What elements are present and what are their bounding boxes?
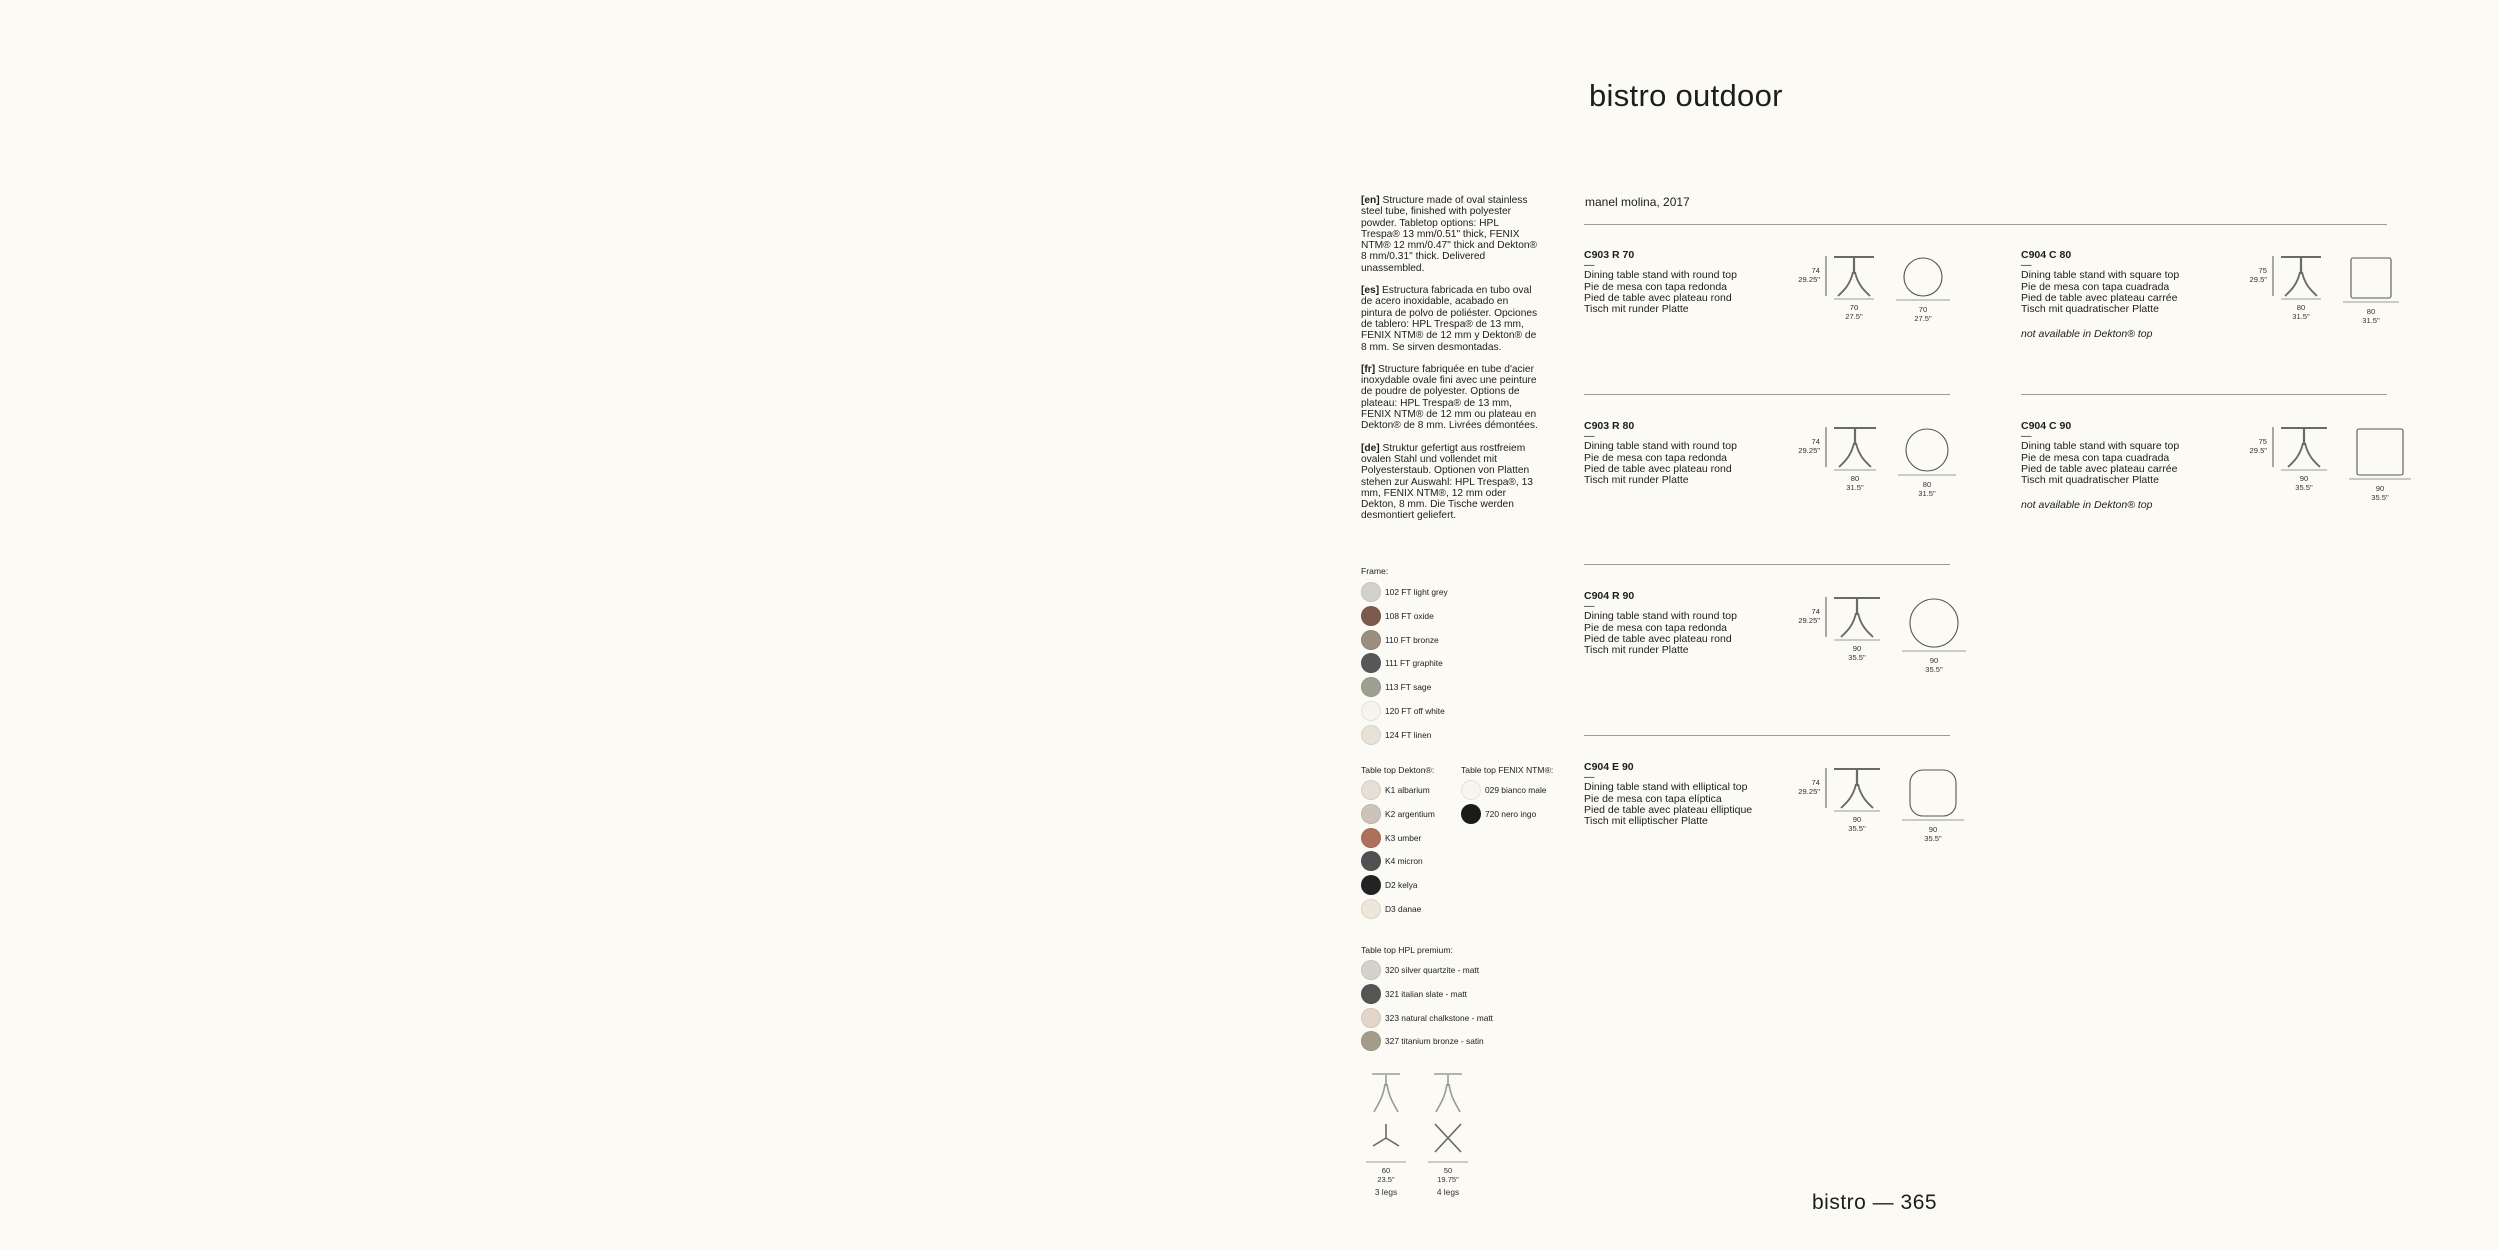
swatch-label: D3 danae bbox=[1385, 904, 1422, 914]
product-dash: — bbox=[1584, 771, 1595, 784]
round-top-icon bbox=[1902, 256, 1944, 302]
color-chip bbox=[1361, 653, 1381, 673]
product-code: C904 E 90 bbox=[1584, 761, 1634, 773]
color-chip bbox=[1361, 701, 1381, 721]
product-description: Dining table stand with round top bbox=[1584, 610, 1737, 623]
availability-note: not available in Dekton® top bbox=[2021, 328, 2153, 341]
color-chip bbox=[1361, 1031, 1381, 1051]
product-code: C903 R 70 bbox=[1584, 249, 1635, 261]
product-code: C903 R 80 bbox=[1584, 420, 1635, 432]
product-description: Pied de table avec plateau rond bbox=[1584, 632, 1732, 645]
swatch-frame bbox=[1361, 701, 1445, 721]
product-description: Pied de table avec plateau carrée bbox=[2021, 462, 2178, 475]
elliptical-top-icon bbox=[1908, 768, 1958, 822]
swatch-label: K3 umber bbox=[1385, 832, 1422, 843]
round-top-icon bbox=[1904, 427, 1950, 477]
product-description: Pied de table avec plateau rond bbox=[1584, 291, 1732, 304]
swatch-fenix bbox=[1461, 780, 1546, 800]
product-description: Pied de table avec plateau carrée bbox=[2021, 291, 2178, 304]
product-entry bbox=[2021, 421, 2221, 512]
swatch-dekton bbox=[1361, 780, 1430, 800]
top-dimension: 70 27.5" bbox=[1914, 305, 1932, 323]
product-dash: — bbox=[2021, 430, 2032, 443]
row-divider bbox=[1584, 564, 1950, 565]
color-chip bbox=[1361, 899, 1381, 919]
base-legs-label: 3 legs bbox=[1374, 1187, 1398, 1197]
swatch-dekton bbox=[1361, 804, 1435, 824]
base-dimension: 60 23.5" bbox=[1377, 1166, 1395, 1184]
color-chip bbox=[1361, 828, 1381, 848]
swatch-hpl bbox=[1361, 960, 1479, 980]
description-en: [en] Structure made of oval stainless steel tube, finished with polyester powder. Tabletop options: HPL Trespa® 13 mm/0.51" thick, FENIX NTM® 12 mm/0.47" thick and Dekton® 8 mm/0.31" thick. Delivered unassembled. bbox=[1361, 195, 1538, 274]
swatch-frame bbox=[1361, 725, 1431, 745]
swatch-frame bbox=[1361, 677, 1431, 697]
header-divider bbox=[1584, 224, 2387, 225]
color-chip bbox=[1361, 984, 1381, 1004]
swatch-label: 327 titanium bronze - satin bbox=[1385, 1036, 1484, 1047]
color-chip bbox=[1361, 725, 1381, 745]
swatch-frame bbox=[1361, 582, 1448, 602]
product-description: Pie de mesa con tapa cuadrada bbox=[2021, 280, 2170, 293]
description-block bbox=[1361, 195, 1539, 522]
product-description: Dining table stand with elliptical top bbox=[1584, 781, 1748, 794]
color-chip bbox=[1361, 960, 1381, 980]
color-chip bbox=[1461, 804, 1481, 824]
color-chip bbox=[1461, 780, 1481, 800]
three-leg-base-icon bbox=[1368, 1072, 1404, 1172]
swatch-dekton bbox=[1361, 828, 1421, 848]
color-chip bbox=[1361, 804, 1381, 824]
product-description: Pied de table avec plateau elliptique bbox=[1584, 803, 1753, 816]
color-chip bbox=[1361, 606, 1381, 626]
side-dimension: 90 35.5" bbox=[1848, 815, 1866, 833]
product-description: Tisch mit runder Platte bbox=[1584, 644, 1689, 657]
product-description: Pied de table avec plateau rond bbox=[1584, 462, 1732, 475]
square-top-icon bbox=[2355, 427, 2405, 481]
table-stand-side-icon bbox=[1824, 768, 1890, 818]
page-title: bistro outdoor bbox=[1589, 78, 1783, 113]
swatch-fenix bbox=[1461, 804, 1536, 824]
product-dash: — bbox=[1584, 259, 1595, 272]
product-description: Tisch mit quadratischer Platte bbox=[2021, 303, 2159, 316]
product-code: C904 R 90 bbox=[1584, 590, 1635, 602]
page-footer: bistro — 365 bbox=[1812, 1191, 1938, 1214]
swatch-label: 720 nero ingo bbox=[1485, 808, 1537, 819]
product-description: Pie de mesa con tapa elíptica bbox=[1584, 792, 1722, 805]
product-code: C904 C 80 bbox=[2021, 249, 2072, 261]
product-entry bbox=[1584, 591, 1784, 656]
product-description: Dining table stand with square top bbox=[2021, 269, 2180, 282]
swatch-label: 120 FT off white bbox=[1385, 706, 1445, 716]
top-dimension: 90 35.5" bbox=[2371, 484, 2389, 502]
four-leg-base-icon bbox=[1430, 1072, 1466, 1172]
product-entry bbox=[2021, 250, 2221, 341]
fenix-label: Table top FENIX NTM®: bbox=[1461, 765, 1554, 775]
swatch-frame bbox=[1361, 606, 1434, 626]
designer-credit: manel molina, 2017 bbox=[1585, 195, 1690, 209]
swatch-dekton bbox=[1361, 899, 1421, 919]
product-description: Tisch mit runder Platte bbox=[1584, 474, 1689, 487]
product-description: Pie de mesa con tapa redonda bbox=[1584, 621, 1728, 634]
table-stand-side-icon bbox=[1824, 256, 1884, 306]
swatch-label: 102 FT light grey bbox=[1385, 587, 1448, 597]
side-dimension: 80 31.5" bbox=[2292, 303, 2310, 321]
swatch-label: 321 italian slate - matt bbox=[1385, 988, 1467, 999]
dekton-label: Table top Dekton®: bbox=[1361, 765, 1435, 775]
table-stand-side-icon bbox=[1824, 427, 1886, 477]
product-dash: — bbox=[1584, 600, 1595, 613]
product-dash: — bbox=[2021, 259, 2032, 272]
product-description: Dining table stand with round top bbox=[1584, 440, 1737, 453]
product-description: Pie de mesa con tapa cuadrada bbox=[2021, 451, 2170, 464]
table-stand-side-icon bbox=[2271, 427, 2337, 477]
color-chip bbox=[1361, 630, 1381, 650]
product-code: C904 C 90 bbox=[2021, 420, 2072, 432]
swatch-label: K2 argentium bbox=[1385, 808, 1435, 819]
swatch-label: 111 FT graphite bbox=[1385, 658, 1443, 669]
swatch-label: K1 albarium bbox=[1385, 785, 1430, 795]
swatch-label: 108 FT oxide bbox=[1385, 610, 1434, 621]
base-legs-label: 4 legs bbox=[1436, 1187, 1460, 1197]
swatch-hpl bbox=[1361, 1008, 1493, 1028]
product-description: Pie de mesa con tapa redonda bbox=[1584, 280, 1728, 293]
product-description: Tisch mit runder Platte bbox=[1584, 303, 1689, 316]
swatch-label: 029 bianco male bbox=[1485, 785, 1547, 795]
color-chip bbox=[1361, 875, 1381, 895]
description-de: [de] Struktur gefertigt aus rostfreiem ovalen Stahl und vollendet mit Polyesterstaub. Optionen von Platten stehen zur Auswahl: HPL Trespa®, 13 mm, FENIX NTM®, 12 mm oder Dekton, 8 mm. Die Tische werden desmontiert geliefert. bbox=[1361, 442, 1533, 522]
swatch-hpl bbox=[1361, 1031, 1484, 1051]
height-label: 74 29.25" bbox=[1798, 266, 1820, 284]
product-entry bbox=[1584, 421, 1784, 486]
hpl-label: Table top HPL premium: bbox=[1361, 945, 1453, 955]
side-dimension: 90 35.5" bbox=[1848, 644, 1866, 662]
height-label: 75 29.5" bbox=[2249, 437, 2267, 455]
color-chip bbox=[1361, 1008, 1381, 1028]
row-divider bbox=[1584, 735, 1950, 736]
base-dimension: 50 19.75" bbox=[1437, 1166, 1459, 1184]
side-dimension: 90 35.5" bbox=[2295, 474, 2313, 492]
product-description: Tisch mit quadratischer Platte bbox=[2021, 474, 2159, 487]
color-chip bbox=[1361, 780, 1381, 800]
height-label: 74 29.25" bbox=[1798, 778, 1820, 796]
height-label: 74 29.25" bbox=[1798, 607, 1820, 625]
description-es: [es] Estructura fabricada en tubo oval de acero inoxidable, acabado en pintura de polvo de poliéster. Opciones de tablero: HPL Trespa® de 13 mm, FENIX NTM® de 12 mm y Dekton® de 8 mm. Se sirven desmontadas. bbox=[1361, 285, 1538, 353]
square-top-icon bbox=[2349, 256, 2393, 304]
top-dimension: 90 35.5" bbox=[1925, 656, 1943, 674]
color-chip bbox=[1361, 851, 1381, 871]
swatch-hpl bbox=[1361, 984, 1467, 1004]
swatch-dekton bbox=[1361, 875, 1418, 895]
availability-note: not available in Dekton® top bbox=[2021, 499, 2153, 512]
top-dimension: 90 35.5" bbox=[1924, 825, 1942, 843]
height-label: 74 29.25" bbox=[1798, 437, 1820, 455]
table-stand-side-icon bbox=[2271, 256, 2331, 306]
swatch-label: 124 FT linen bbox=[1385, 729, 1432, 740]
product-entry bbox=[1584, 250, 1784, 315]
top-dimension: 80 31.5" bbox=[1918, 480, 1936, 498]
swatch-label: 113 FT sage bbox=[1385, 682, 1432, 693]
swatch-dekton bbox=[1361, 851, 1423, 871]
swatch-frame bbox=[1361, 653, 1443, 673]
table-stand-side-icon bbox=[1824, 597, 1890, 647]
side-dimension: 70 27.5" bbox=[1845, 303, 1863, 321]
product-entry bbox=[1584, 762, 1784, 827]
top-dimension: 80 31.5" bbox=[2362, 307, 2380, 325]
swatch-label: K4 micron bbox=[1385, 856, 1423, 867]
swatch-label: 110 FT bronze bbox=[1385, 634, 1439, 645]
side-dimension: 80 31.5" bbox=[1846, 474, 1864, 492]
row-divider bbox=[2021, 394, 2387, 395]
round-top-icon bbox=[1908, 597, 1960, 653]
row-divider bbox=[1584, 394, 1950, 395]
swatch-label: 320 silver quartzite - matt bbox=[1385, 965, 1480, 975]
product-description: Tisch mit elliptischer Platte bbox=[1584, 815, 1708, 828]
product-description: Pie de mesa con tapa redonda bbox=[1584, 451, 1728, 464]
swatch-label: D2 kelya bbox=[1385, 880, 1418, 891]
product-dash: — bbox=[1584, 430, 1595, 443]
swatch-frame bbox=[1361, 630, 1439, 650]
color-chip bbox=[1361, 582, 1381, 602]
description-fr: [fr] Structure fabriquée en tube d'acier inoxydable ovale fini avec une peinture de poudre de polyester. Options de plateau: HPL Trespa® de 13 mm, FENIX NTM® de 12 mm ou plateau en Dekton® de 8 mm. Livrées démontées. bbox=[1361, 363, 1538, 432]
product-description: Dining table stand with square top bbox=[2021, 440, 2180, 453]
frame-label: Frame: bbox=[1361, 566, 1389, 576]
swatch-label: 323 natural chalkstone - matt bbox=[1385, 1012, 1494, 1023]
height-label: 75 29.5" bbox=[2249, 266, 2267, 284]
product-description: Dining table stand with round top bbox=[1584, 269, 1737, 282]
color-chip bbox=[1361, 677, 1381, 697]
